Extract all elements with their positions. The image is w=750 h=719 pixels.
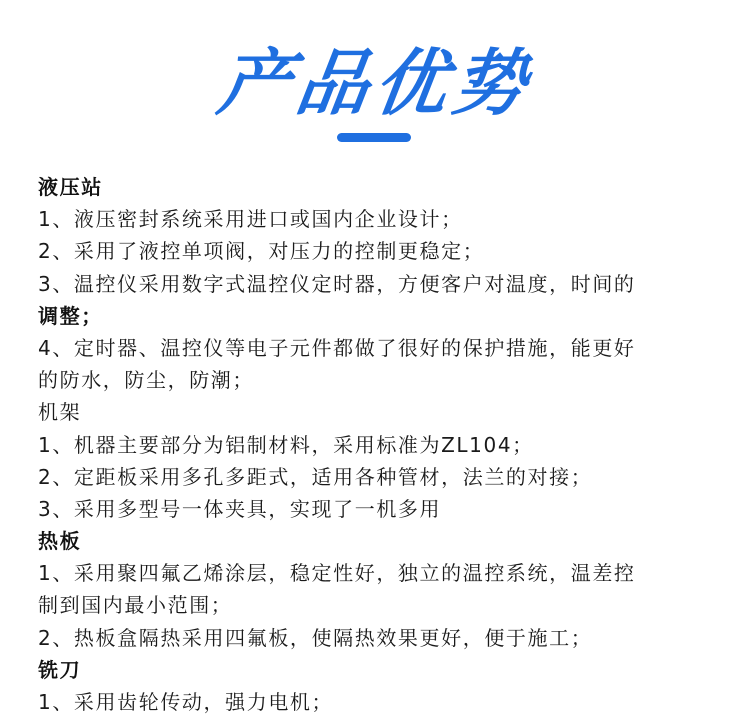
- text-line: 3、温控仪采用数字式温控仪定时器，方便客户对温度，时间的: [38, 271, 636, 296]
- text-line: 2、定距板采用多孔多距式，适用各种管材，法兰的对接；: [38, 464, 593, 489]
- text-line: 热板: [38, 529, 82, 554]
- text-line: 2、采用了液控单项阀，对压力的控制更稳定；: [38, 239, 485, 264]
- text-line: 2、热板盒隔热采用四氟板，使隔热效果更好，便于施工；: [38, 625, 593, 650]
- text-line: 1、采用齿轮传动，强力电机；: [38, 690, 334, 714]
- text-line: 1、机器主要部分为铝制材料，采用标准为ZL104；: [38, 432, 534, 457]
- text-line: 机架: [38, 400, 82, 425]
- page-title: 产品优势: [213, 41, 537, 125]
- text-line: 铣刀: [38, 657, 82, 682]
- text-line: 制到国内最小范围；: [38, 593, 233, 618]
- text-line: 3、采用多型号一体夹具，实现了一机多用: [38, 496, 442, 521]
- text-line: 的防水，防尘，防潮；: [38, 368, 254, 393]
- text-line: 调整；: [38, 303, 103, 328]
- text-line: 4、定时器、温控仪等电子元件都做了很好的保护措施，能更好: [38, 335, 636, 360]
- text-line: 1、液压密封系统采用进口或国内企业设计；: [38, 207, 463, 232]
- text-line: 1、采用聚四氟乙烯涂层，稳定性好，独立的温控系统，温差控: [38, 561, 636, 586]
- title-underline: [337, 133, 411, 142]
- text-line: 液压站: [38, 175, 103, 199]
- feature-list: [38, 171, 728, 718]
